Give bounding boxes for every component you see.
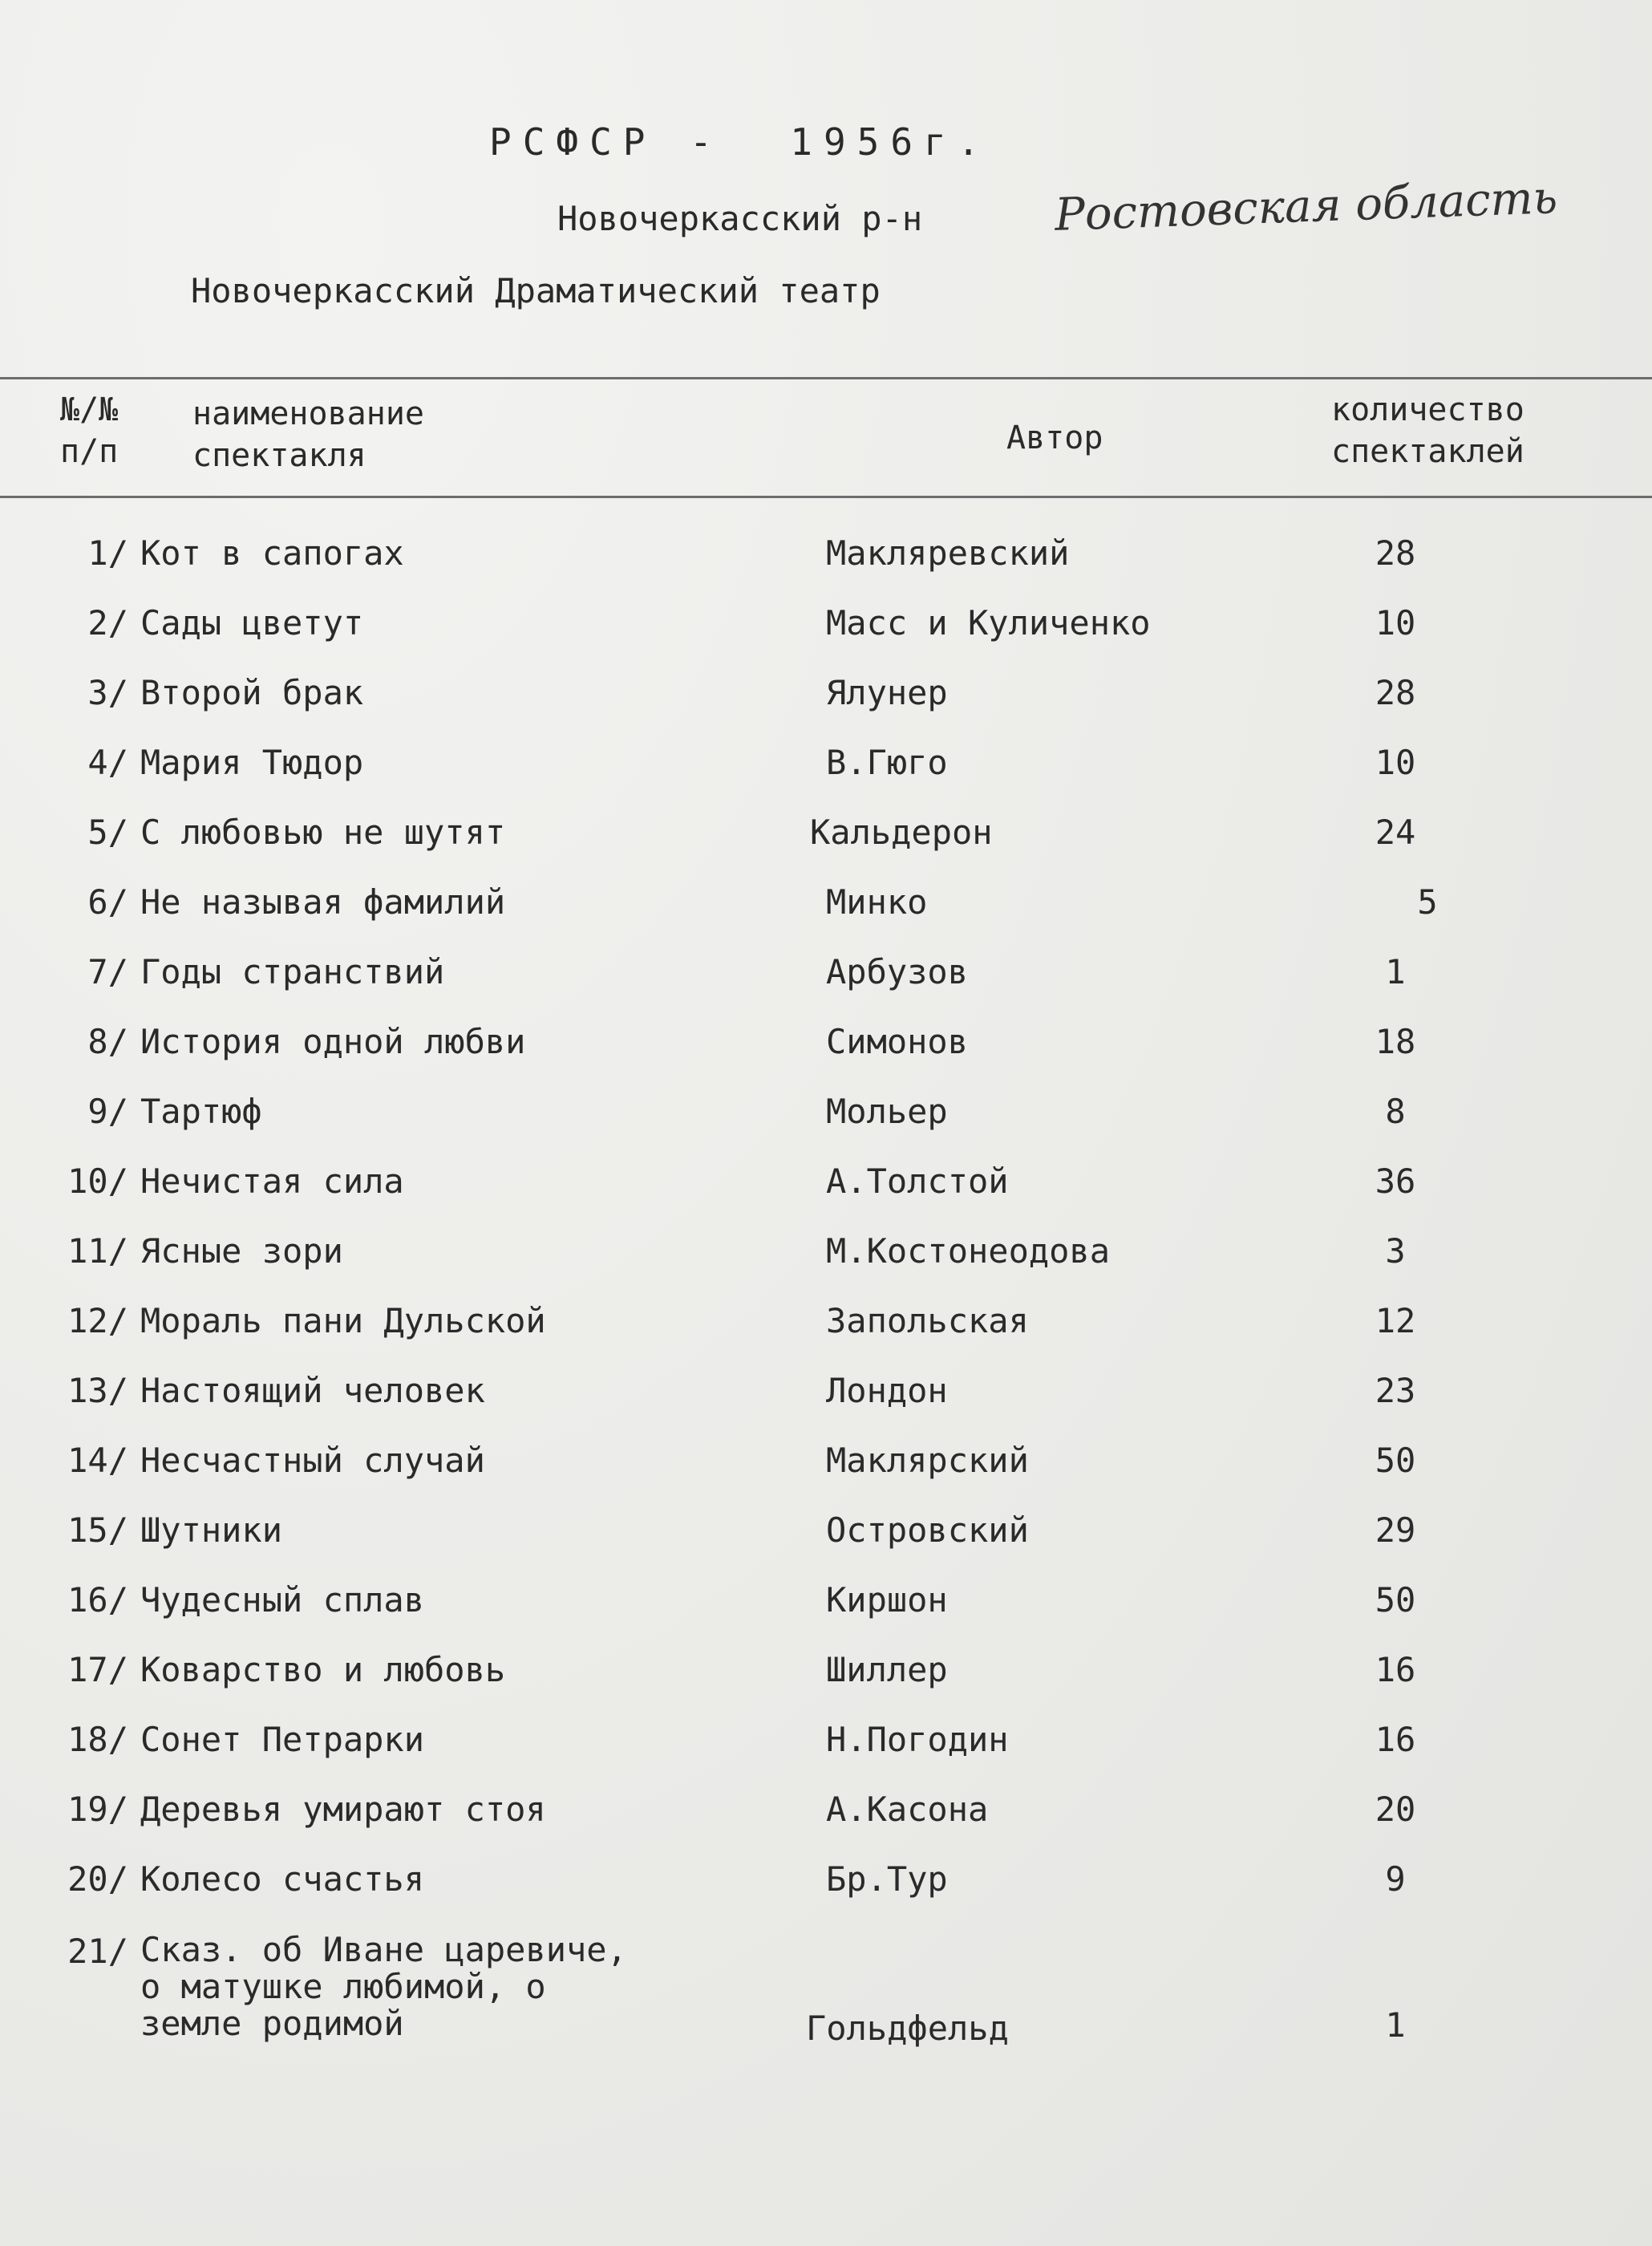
performance-count: 28 [1375,673,1416,712]
play-author: Масс и Куличенко [826,603,1151,643]
handwritten-note: Ростовская область [1054,172,1559,241]
table-row [0,1371,1652,1441]
play-author: Лондон [826,1371,948,1410]
performance-count: 12 [1375,1301,1416,1340]
performance-count: 36 [1375,1162,1416,1201]
play-author: Шиллер [826,1650,948,1689]
table-row [0,813,1652,882]
play-author: Кальдерон [810,813,993,852]
play-author: Запольская [826,1301,1029,1340]
table-row [0,1932,1652,2060]
play-title: Мораль пани Дульской [140,1301,546,1340]
column-header-count: количество спектаклей [1331,391,1524,470]
performance-count: 28 [1375,533,1416,573]
play-author: Н.Погодин [826,1720,1009,1759]
performance-count: 8 [1385,1092,1406,1131]
play-author: Макляревский [826,533,1070,573]
play-author: Киршон [826,1580,948,1620]
performance-count: 24 [1375,813,1416,852]
play-title: Сады цветут [140,603,364,643]
performance-count: 29 [1375,1510,1416,1550]
table-row [0,1510,1652,1580]
play-author: В.Гюго [826,743,948,782]
play-title: Годы странствий [140,952,445,991]
play-title: Колесо счастья [140,1859,425,1899]
row-number: 19/ [67,1790,128,1829]
table-row [0,1092,1652,1162]
play-author: Маклярский [826,1441,1029,1480]
performance-count: 16 [1375,1720,1416,1759]
table-row [0,1022,1652,1092]
performance-count: 50 [1375,1441,1416,1480]
row-number: 2/ [87,603,128,643]
performance-count: 50 [1375,1580,1416,1620]
table-row [0,1231,1652,1301]
play-author: А.Касона [826,1790,989,1829]
play-title: История одной любви [140,1022,526,1061]
table-header-rule [0,496,1652,498]
column-header-title: наименование спектакля [192,395,424,474]
performance-count: 9 [1385,1859,1406,1899]
table-row [0,952,1652,1022]
table-row [0,1441,1652,1510]
row-number: 21/ [67,1932,128,1971]
performance-count: 10 [1375,603,1416,643]
table-top-rule [0,377,1652,379]
play-author: Симонов [826,1022,969,1061]
play-author: Арбузов [826,952,969,991]
row-number: 7/ [87,952,128,991]
play-title: Второй брак [140,673,364,712]
play-title: Несчастный случай [140,1441,485,1480]
play-title: С любовью не шутят [140,813,506,852]
row-number: 13/ [67,1371,128,1410]
play-title: Мария Тюдор [140,743,364,782]
table-row [0,1790,1652,1859]
row-number: 14/ [67,1441,128,1480]
play-title: Настоящий человек [140,1371,485,1410]
column-header-number: №/№ п/п [60,391,119,470]
column-header-author: Автор [1006,420,1103,456]
row-number: 6/ [87,882,128,922]
play-title: Чудесный сплав [140,1580,425,1620]
play-title: Сонет Петрарки [140,1720,425,1759]
play-author: Минко [826,882,928,922]
play-author: Ялунер [826,673,948,712]
play-author: Гольдфельд [806,2009,1009,2048]
theatre-name: Новочеркасский Драматический театр [191,271,881,310]
row-number: 10/ [67,1162,128,1201]
play-title: Не называя фамилий [140,882,506,922]
table-row [0,1162,1652,1231]
play-author: Мольер [826,1092,948,1131]
row-number: 3/ [87,673,128,712]
row-number: 16/ [67,1580,128,1620]
play-title: Тартюф [140,1092,262,1131]
performance-count: 18 [1375,1022,1416,1061]
row-number: 4/ [87,743,128,782]
table-row [0,882,1652,952]
table-row [0,1301,1652,1371]
row-number: 1/ [87,533,128,573]
performance-count: 3 [1385,1231,1406,1271]
play-title: Кот в сапогах [140,533,404,573]
table-row [0,743,1652,813]
district-label: Новочеркасский р-н [557,199,923,238]
row-number: 5/ [87,813,128,852]
performance-count: 1 [1385,952,1406,991]
play-title: Ясные зори [140,1231,343,1271]
table-row [0,533,1652,603]
table-row [0,1859,1652,1929]
play-title: Нечистая сила [140,1162,404,1201]
row-number: 15/ [67,1510,128,1550]
table-row [0,1580,1652,1650]
table-row [0,1650,1652,1720]
table-row [0,603,1652,673]
play-title: Шутники [140,1510,283,1550]
performance-count: 20 [1375,1790,1416,1829]
performance-count: 10 [1375,743,1416,782]
play-author: М.Костонеодова [826,1231,1111,1271]
row-number: 9/ [87,1092,128,1131]
table-row [0,673,1652,743]
row-number: 12/ [67,1301,128,1340]
row-number: 17/ [67,1650,128,1689]
row-number: 11/ [67,1231,128,1271]
performance-count: 1 [1385,2005,1406,2045]
performance-count: 5 [1417,882,1438,922]
table-row [0,1720,1652,1790]
document-title: РСФСР - 1956г. [489,120,991,164]
row-number: 18/ [67,1720,128,1759]
play-author: Островский [826,1510,1029,1550]
play-title: Коварство и любовь [140,1650,506,1689]
row-number: 20/ [67,1859,128,1899]
performance-count: 23 [1375,1371,1416,1410]
performance-count: 16 [1375,1650,1416,1689]
play-author: Бр.Тур [826,1859,948,1899]
play-title: Деревья умирают стоя [140,1790,546,1829]
row-number: 8/ [87,1022,128,1061]
play-author: А.Толстой [826,1162,1009,1201]
play-title: Сказ. об Иване царевиче, о матушке любимой, о земле родимой [140,1930,627,2043]
